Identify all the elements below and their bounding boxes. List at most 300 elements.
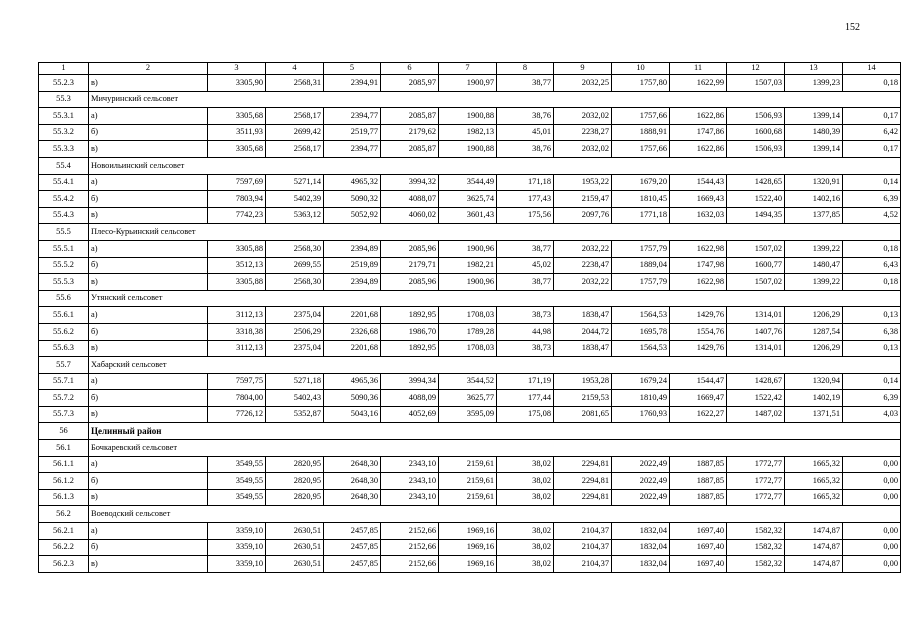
value-cell: 5271,14	[266, 174, 324, 191]
value-cell: 1697,40	[670, 523, 727, 540]
value-cell: 2375,04	[266, 340, 324, 357]
value-cell: 1582,32	[727, 539, 785, 556]
value-cell: 1832,04	[612, 556, 670, 573]
value-cell: 2568,30	[266, 274, 324, 291]
value-cell: 5043,16	[324, 406, 381, 423]
value-cell: 2699,42	[266, 124, 324, 141]
column-header: 8	[497, 63, 554, 75]
value-cell: 175,56	[497, 207, 554, 224]
value-cell: 1554,76	[670, 323, 727, 340]
value-cell: 2568,17	[266, 141, 324, 158]
value-cell: 1622,98	[670, 240, 727, 257]
value-cell: 2394,89	[324, 274, 381, 291]
value-cell: 1399,14	[785, 108, 843, 125]
value-cell: 2820,95	[266, 473, 324, 490]
value-cell: 1480,39	[785, 124, 843, 141]
value-cell: 2201,68	[324, 340, 381, 357]
row-label: а)	[89, 174, 208, 191]
value-cell: 3549,55	[208, 456, 266, 473]
value-cell: 171,18	[497, 174, 554, 191]
value-cell: 6,39	[843, 191, 901, 208]
value-cell: 1986,70	[381, 323, 439, 340]
value-cell: 2152,66	[381, 556, 439, 573]
value-cell: 1838,47	[554, 340, 612, 357]
value-cell: 1953,28	[554, 373, 612, 390]
value-cell: 1665,32	[785, 456, 843, 473]
value-cell: 1507,02	[727, 240, 785, 257]
value-cell: 2201,68	[324, 307, 381, 324]
value-cell: 2394,77	[324, 141, 381, 158]
value-cell: 1399,14	[785, 141, 843, 158]
row-code: 56.2.2	[39, 539, 89, 556]
value-cell: 1887,85	[670, 473, 727, 490]
value-cell: 1480,47	[785, 257, 843, 274]
value-cell: 1892,95	[381, 307, 439, 324]
value-cell: 5402,39	[266, 191, 324, 208]
value-cell: 3544,49	[439, 174, 497, 191]
value-cell: 3549,55	[208, 473, 266, 490]
value-cell: 2519,89	[324, 257, 381, 274]
row-code: 55.7.1	[39, 373, 89, 390]
value-cell: 38,76	[497, 108, 554, 125]
value-cell: 1399,22	[785, 240, 843, 257]
value-cell: 2159,53	[554, 390, 612, 407]
value-cell: 4052,69	[381, 406, 439, 423]
value-cell: 1407,76	[727, 323, 785, 340]
value-cell: 1887,85	[670, 456, 727, 473]
value-cell: 0,00	[843, 473, 901, 490]
value-cell: 2032,02	[554, 141, 612, 158]
value-cell: 2152,66	[381, 539, 439, 556]
value-cell: 1708,03	[439, 340, 497, 357]
value-cell: 5363,12	[266, 207, 324, 224]
table-row	[39, 340, 901, 357]
column-header: 7	[439, 63, 497, 75]
row-label: б)	[89, 473, 208, 490]
value-cell: 2457,85	[324, 556, 381, 573]
value-cell: 1757,66	[612, 141, 670, 158]
value-cell: 38,02	[497, 473, 554, 490]
value-cell: 1665,32	[785, 489, 843, 506]
value-cell: 38,77	[497, 75, 554, 92]
value-cell: 2820,95	[266, 489, 324, 506]
value-cell: 2085,87	[381, 108, 439, 125]
column-header: 10	[612, 63, 670, 75]
row-code: 56.2.1	[39, 523, 89, 540]
value-cell: 1969,16	[439, 539, 497, 556]
value-cell: 38,77	[497, 240, 554, 257]
value-cell: 1582,32	[727, 556, 785, 573]
value-cell: 1622,98	[670, 274, 727, 291]
section-row	[39, 224, 901, 241]
row-code: 55.4.2	[39, 191, 89, 208]
section-name: Утянский сельсовет	[89, 290, 901, 307]
row-label: а)	[89, 240, 208, 257]
value-cell: 1314,01	[727, 340, 785, 357]
row-label: б)	[89, 124, 208, 141]
value-cell: 1474,87	[785, 523, 843, 540]
value-cell: 3318,38	[208, 323, 266, 340]
value-cell: 2294,81	[554, 489, 612, 506]
column-header: 11	[670, 63, 727, 75]
value-cell: 38,73	[497, 340, 554, 357]
value-cell: 1771,18	[612, 207, 670, 224]
value-cell: 1428,65	[727, 174, 785, 191]
value-cell: 1810,45	[612, 191, 670, 208]
value-cell: 1506,93	[727, 141, 785, 158]
row-code: 55.3.1	[39, 108, 89, 125]
value-cell: 3625,74	[439, 191, 497, 208]
section-name: Плесо-Курьинский сельсовет	[89, 224, 901, 241]
value-cell: 38,73	[497, 307, 554, 324]
section-name: Мичуринский сельсовет	[89, 91, 901, 108]
column-header: 9	[554, 63, 612, 75]
value-cell: 1757,66	[612, 108, 670, 125]
value-cell: 3305,88	[208, 274, 266, 291]
table-row	[39, 523, 901, 540]
value-cell: 2238,47	[554, 257, 612, 274]
value-cell: 5052,92	[324, 207, 381, 224]
column-header: 5	[324, 63, 381, 75]
table-row	[39, 124, 901, 141]
value-cell: 3601,43	[439, 207, 497, 224]
table-row	[39, 191, 901, 208]
value-cell: 1669,47	[670, 390, 727, 407]
value-cell: 4,03	[843, 406, 901, 423]
value-cell: 2044,72	[554, 323, 612, 340]
column-header: 4	[266, 63, 324, 75]
table-body	[39, 63, 901, 573]
value-cell: 1320,94	[785, 373, 843, 390]
value-cell: 3511,93	[208, 124, 266, 141]
value-cell: 3544,52	[439, 373, 497, 390]
row-label: а)	[89, 523, 208, 540]
value-cell: 2159,61	[439, 473, 497, 490]
value-cell: 1772,77	[727, 473, 785, 490]
table-row	[39, 141, 901, 158]
value-cell: 1887,85	[670, 489, 727, 506]
row-label: а)	[89, 373, 208, 390]
row-label: а)	[89, 307, 208, 324]
value-cell: 171,19	[497, 373, 554, 390]
value-cell: 1982,21	[439, 257, 497, 274]
value-cell: 3305,68	[208, 108, 266, 125]
value-cell: 2820,95	[266, 456, 324, 473]
value-cell: 1206,29	[785, 340, 843, 357]
value-cell: 0,00	[843, 523, 901, 540]
value-cell: 1900,96	[439, 274, 497, 291]
row-label: в)	[89, 406, 208, 423]
value-cell: 38,02	[497, 523, 554, 540]
section-code: 56.1	[39, 440, 89, 457]
section-name: Хабарский сельсовет	[89, 357, 901, 374]
value-cell: 2159,47	[554, 191, 612, 208]
value-cell: 2032,22	[554, 274, 612, 291]
value-cell: 38,77	[497, 274, 554, 291]
value-cell: 1832,04	[612, 523, 670, 540]
value-cell: 1402,19	[785, 390, 843, 407]
value-cell: 2648,30	[324, 473, 381, 490]
row-label: в)	[89, 340, 208, 357]
row-code: 55.4.3	[39, 207, 89, 224]
table-row	[39, 207, 901, 224]
value-cell: 4088,07	[381, 191, 439, 208]
value-cell: 1900,88	[439, 108, 497, 125]
value-cell: 4060,02	[381, 207, 439, 224]
value-cell: 1900,97	[439, 75, 497, 92]
value-cell: 1832,04	[612, 539, 670, 556]
row-code: 55.6.1	[39, 307, 89, 324]
row-label: в)	[89, 207, 208, 224]
row-code: 55.2.3	[39, 75, 89, 92]
value-cell: 1969,16	[439, 556, 497, 573]
row-code: 55.6.3	[39, 340, 89, 357]
value-cell: 0,14	[843, 174, 901, 191]
value-cell: 1708,03	[439, 307, 497, 324]
table-row	[39, 489, 901, 506]
value-cell: 1507,02	[727, 274, 785, 291]
value-cell: 7597,69	[208, 174, 266, 191]
table-row	[39, 274, 901, 291]
value-cell: 2394,91	[324, 75, 381, 92]
value-cell: 1314,01	[727, 307, 785, 324]
table-row	[39, 174, 901, 191]
value-cell: 3305,68	[208, 141, 266, 158]
value-cell: 2179,62	[381, 124, 439, 141]
value-cell: 6,38	[843, 323, 901, 340]
value-cell: 2159,61	[439, 456, 497, 473]
value-cell: 7726,12	[208, 406, 266, 423]
value-cell: 1206,29	[785, 307, 843, 324]
column-header: 6	[381, 63, 439, 75]
value-cell: 2032,02	[554, 108, 612, 125]
table-row	[39, 406, 901, 423]
value-cell: 2022,49	[612, 473, 670, 490]
value-cell: 4965,36	[324, 373, 381, 390]
value-cell: 1892,95	[381, 340, 439, 357]
value-cell: 0,00	[843, 539, 901, 556]
value-cell: 3595,09	[439, 406, 497, 423]
section-row	[39, 423, 901, 440]
value-cell: 0,00	[843, 556, 901, 573]
value-cell: 1564,53	[612, 307, 670, 324]
value-cell: 1679,24	[612, 373, 670, 390]
value-cell: 2022,49	[612, 456, 670, 473]
value-cell: 2630,51	[266, 556, 324, 573]
row-label: б)	[89, 390, 208, 407]
section-name: Воеводский сельсовет	[89, 506, 901, 523]
value-cell: 2394,77	[324, 108, 381, 125]
value-cell: 6,43	[843, 257, 901, 274]
value-cell: 7803,94	[208, 191, 266, 208]
value-cell: 38,02	[497, 489, 554, 506]
value-cell: 1399,22	[785, 274, 843, 291]
row-label: б)	[89, 257, 208, 274]
value-cell: 7742,23	[208, 207, 266, 224]
value-cell: 1582,32	[727, 523, 785, 540]
row-code: 55.5.2	[39, 257, 89, 274]
section-row	[39, 357, 901, 374]
value-cell: 7597,75	[208, 373, 266, 390]
value-cell: 1669,43	[670, 191, 727, 208]
value-cell: 7804,00	[208, 390, 266, 407]
column-header: 13	[785, 63, 843, 75]
value-cell: 2085,97	[381, 75, 439, 92]
value-cell: 2648,30	[324, 489, 381, 506]
value-cell: 3994,34	[381, 373, 439, 390]
value-cell: 0,14	[843, 373, 901, 390]
section-row	[39, 506, 901, 523]
value-cell: 1564,53	[612, 340, 670, 357]
value-cell: 2294,81	[554, 473, 612, 490]
value-cell: 3512,13	[208, 257, 266, 274]
column-header: 1	[39, 63, 89, 75]
row-label: б)	[89, 191, 208, 208]
value-cell: 1789,28	[439, 323, 497, 340]
value-cell: 0,00	[843, 489, 901, 506]
value-cell: 2097,76	[554, 207, 612, 224]
value-cell: 2238,27	[554, 124, 612, 141]
section-name: Целинный район	[89, 423, 901, 440]
section-name: Новоильинский сельсовет	[89, 157, 901, 174]
value-cell: 1320,91	[785, 174, 843, 191]
section-row	[39, 91, 901, 108]
value-cell: 1969,16	[439, 523, 497, 540]
column-header: 12	[727, 63, 785, 75]
value-cell: 1494,35	[727, 207, 785, 224]
value-cell: 1760,93	[612, 406, 670, 423]
value-cell: 1287,54	[785, 323, 843, 340]
section-code: 56.2	[39, 506, 89, 523]
value-cell: 1632,03	[670, 207, 727, 224]
value-cell: 1838,47	[554, 307, 612, 324]
value-cell: 1953,22	[554, 174, 612, 191]
value-cell: 175,08	[497, 406, 554, 423]
value-cell: 1888,91	[612, 124, 670, 141]
value-cell: 2179,71	[381, 257, 439, 274]
value-cell: 1429,76	[670, 340, 727, 357]
section-code: 55.5	[39, 224, 89, 241]
column-header: 3	[208, 63, 266, 75]
value-cell: 45,02	[497, 257, 554, 274]
table-row	[39, 373, 901, 390]
row-code: 56.1.3	[39, 489, 89, 506]
column-header: 2	[89, 63, 208, 75]
value-cell: 38,02	[497, 539, 554, 556]
value-cell: 2343,10	[381, 489, 439, 506]
table-row	[39, 539, 901, 556]
value-cell: 1900,88	[439, 141, 497, 158]
row-code: 55.5.3	[39, 274, 89, 291]
value-cell: 1772,77	[727, 489, 785, 506]
row-label: а)	[89, 456, 208, 473]
value-cell: 2699,55	[266, 257, 324, 274]
value-cell: 3305,88	[208, 240, 266, 257]
row-code: 55.3.3	[39, 141, 89, 158]
value-cell: 1622,86	[670, 141, 727, 158]
row-label: в)	[89, 75, 208, 92]
value-cell: 1889,04	[612, 257, 670, 274]
table-row	[39, 556, 901, 573]
value-cell: 1371,51	[785, 406, 843, 423]
value-cell: 2152,66	[381, 523, 439, 540]
value-cell: 0,18	[843, 240, 901, 257]
value-cell: 3625,77	[439, 390, 497, 407]
value-cell: 1600,68	[727, 124, 785, 141]
row-code: 55.3.2	[39, 124, 89, 141]
table-row	[39, 307, 901, 324]
value-cell: 1757,79	[612, 274, 670, 291]
value-cell: 0,17	[843, 108, 901, 125]
value-cell: 0,18	[843, 274, 901, 291]
row-code: 56.1.2	[39, 473, 89, 490]
row-label: а)	[89, 108, 208, 125]
value-cell: 6,42	[843, 124, 901, 141]
row-code: 55.7.3	[39, 406, 89, 423]
section-row	[39, 157, 901, 174]
row-code: 55.5.1	[39, 240, 89, 257]
value-cell: 4965,32	[324, 174, 381, 191]
value-cell: 2032,22	[554, 240, 612, 257]
value-cell: 3994,32	[381, 174, 439, 191]
table-row	[39, 108, 901, 125]
section-code: 55.7	[39, 357, 89, 374]
value-cell: 1772,77	[727, 456, 785, 473]
value-cell: 1622,86	[670, 108, 727, 125]
value-cell: 2568,17	[266, 108, 324, 125]
value-cell: 2630,51	[266, 523, 324, 540]
row-code: 55.4.1	[39, 174, 89, 191]
value-cell: 0,18	[843, 75, 901, 92]
section-code: 55.4	[39, 157, 89, 174]
value-cell: 2104,37	[554, 556, 612, 573]
value-cell: 2081,65	[554, 406, 612, 423]
value-cell: 2085,96	[381, 274, 439, 291]
table-row	[39, 323, 901, 340]
value-cell: 2506,29	[266, 323, 324, 340]
value-cell: 2568,31	[266, 75, 324, 92]
value-cell: 38,02	[497, 456, 554, 473]
value-cell: 2394,89	[324, 240, 381, 257]
value-cell: 1622,99	[670, 75, 727, 92]
value-cell: 2519,77	[324, 124, 381, 141]
value-cell: 1474,87	[785, 556, 843, 573]
value-cell: 1544,47	[670, 373, 727, 390]
value-cell: 1757,80	[612, 75, 670, 92]
value-cell: 1377,85	[785, 207, 843, 224]
table-row	[39, 456, 901, 473]
value-cell: 1402,16	[785, 191, 843, 208]
page-number: 152	[845, 22, 860, 33]
value-cell: 44,98	[497, 323, 554, 340]
value-cell: 177,44	[497, 390, 554, 407]
value-cell: 38,76	[497, 141, 554, 158]
row-label: в)	[89, 274, 208, 291]
value-cell: 1429,76	[670, 307, 727, 324]
value-cell: 1399,23	[785, 75, 843, 92]
value-cell: 5090,32	[324, 191, 381, 208]
value-cell: 2022,49	[612, 489, 670, 506]
value-cell: 1522,42	[727, 390, 785, 407]
value-cell: 2343,10	[381, 456, 439, 473]
value-cell: 2085,87	[381, 141, 439, 158]
value-cell: 2457,85	[324, 523, 381, 540]
value-cell: 5402,43	[266, 390, 324, 407]
value-cell: 2032,25	[554, 75, 612, 92]
value-cell: 1747,98	[670, 257, 727, 274]
value-cell: 4,52	[843, 207, 901, 224]
row-label: в)	[89, 489, 208, 506]
